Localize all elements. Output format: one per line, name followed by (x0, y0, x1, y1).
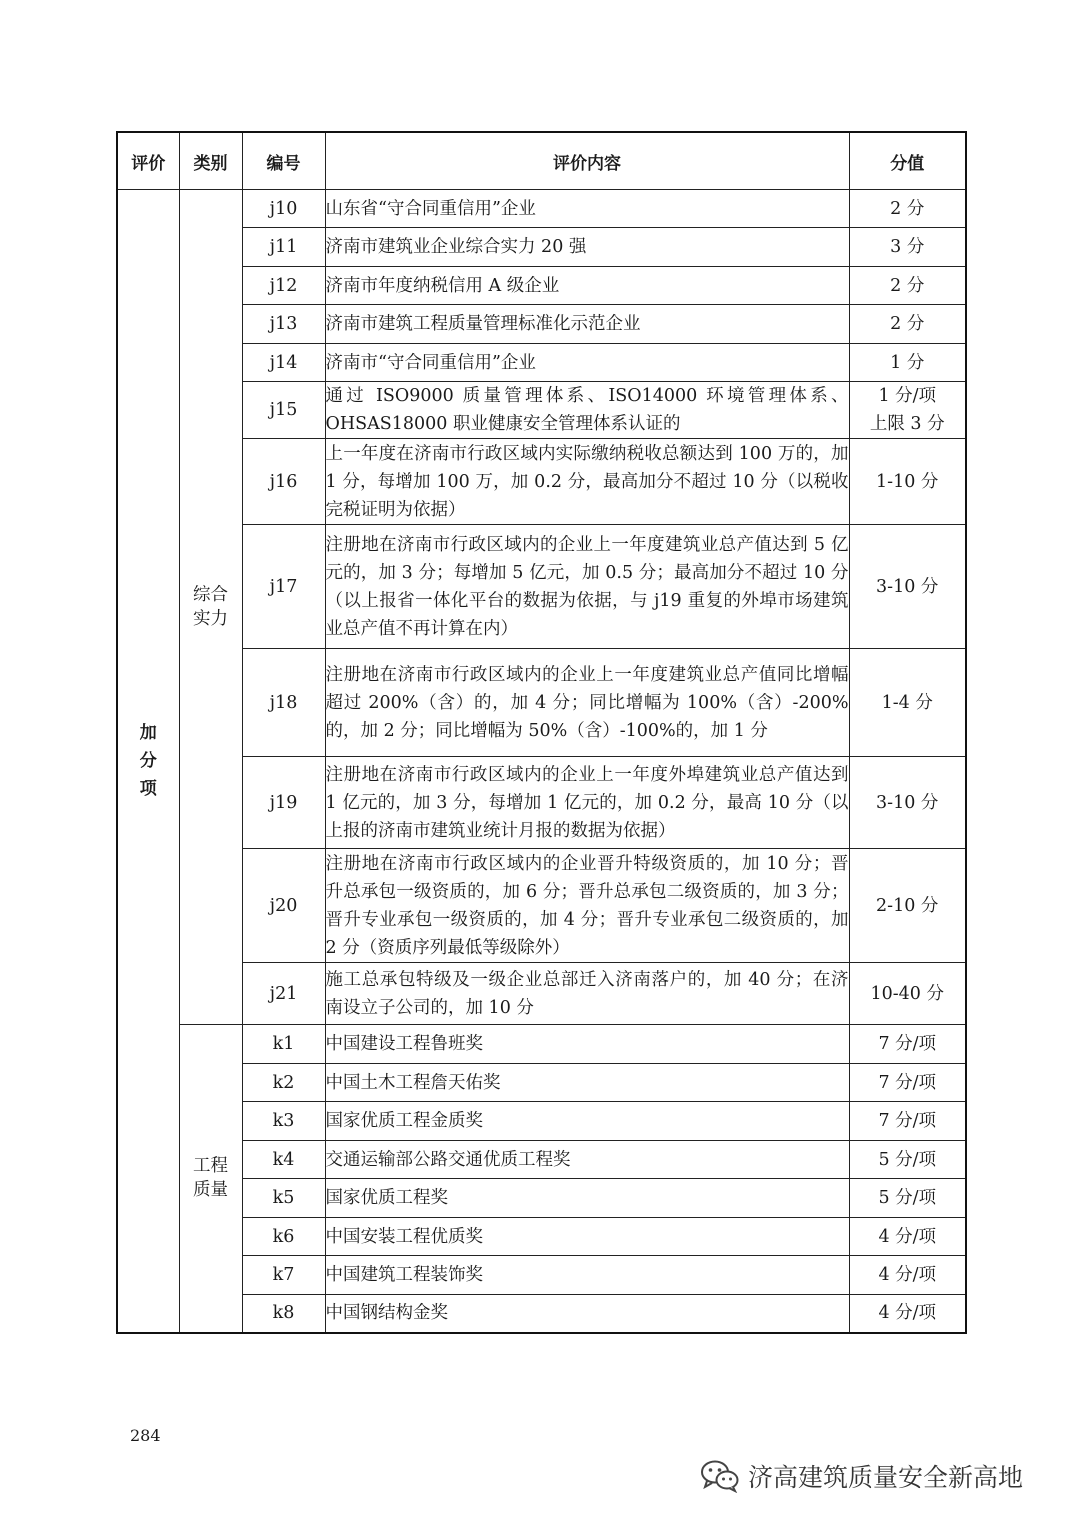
score-line: 7 分/项 (878, 1111, 937, 1131)
code-cell: j16 (242, 439, 325, 525)
code-cell: j20 (242, 849, 325, 963)
content-cell: 国家优质工程金质奖 (325, 1102, 849, 1141)
code-cell: j13 (242, 305, 325, 344)
content-cell: 国家优质工程奖 (325, 1179, 849, 1218)
code-cell: k6 (242, 1218, 325, 1256)
header-score: 分值 (849, 132, 966, 190)
eval-label-char: 分 (139, 750, 157, 771)
score-cell (849, 228, 966, 267)
score-line: 1-10 分 (876, 471, 939, 492)
score-line: 2 分 (890, 198, 925, 219)
code-cell: k4 (242, 1141, 325, 1179)
code-cell: k1 (242, 1025, 325, 1064)
watermark-text: 济高建筑质量安全新高地 (748, 1463, 1024, 1492)
header-category: 类别 (179, 132, 242, 190)
content-cell: 上一年度在济南市行政区域内实际缴纳税收总额达到 100 万的，加 1 分，每增加 100 万，加 0.2 分，最高加分不超过 10 分（以税收完税证明为依据） (325, 439, 849, 525)
score-line: 4 分/项 (878, 1303, 937, 1324)
category-label-line: 工程 (193, 1156, 228, 1177)
code-cell: j11 (242, 228, 325, 267)
table-row (117, 1218, 966, 1256)
score-cell (849, 649, 966, 757)
score-cell (849, 1064, 966, 1102)
score-cell (849, 1179, 966, 1218)
score-line: 2 分 (890, 314, 925, 334)
score-cell (849, 1256, 966, 1295)
eval-cell (117, 190, 179, 1333)
score-cell (849, 1295, 966, 1333)
code-cell: j15 (242, 382, 325, 439)
content-cell: 注册地在济南市行政区域内的企业上一年度建筑业总产值达到 5 亿元的，加 3 分；每增加 5 亿元，加 0.5 分；最高加分不超过 10 分（以上报省一体化平台的数据为依据，与 j19 重复的外埠市场建筑业总产值不再计算在内） (325, 525, 849, 649)
code-cell: j12 (242, 267, 325, 305)
score-cell (849, 382, 966, 439)
score-line: 3-10 分 (876, 792, 939, 813)
eval-label-char: 项 (139, 778, 157, 799)
table-row (117, 190, 966, 228)
table-row (117, 1256, 966, 1295)
score-line: 1 分 (890, 352, 925, 373)
table-row (117, 649, 966, 757)
score-cell (849, 525, 966, 649)
score-cell (849, 305, 966, 344)
table-row (117, 963, 966, 1025)
table-row (117, 757, 966, 849)
content-cell: 通过 ISO9000 质量管理体系、ISO14000 环境管理体系、OHSAS18000 职业健康安全管理体系认证的 (325, 382, 849, 439)
score-cell (849, 1102, 966, 1141)
content-cell: 交通运输部公路交通优质工程奖 (325, 1141, 849, 1179)
table-row (117, 849, 966, 963)
header-eval: 评价 (117, 132, 179, 190)
eval-label-char: 加 (139, 722, 157, 743)
table-row (117, 305, 966, 344)
category-cell (179, 1025, 242, 1333)
code-cell: k8 (242, 1295, 325, 1333)
score-cell (849, 963, 966, 1025)
table-row (117, 1064, 966, 1102)
header-code: 编号 (242, 132, 325, 190)
score-line: 4 分/项 (878, 1265, 937, 1285)
score-line: 上限 3 分 (869, 414, 945, 434)
watermark (700, 1458, 1023, 1494)
table-row (117, 344, 966, 382)
table-row (117, 1102, 966, 1141)
category-label-line: 质量 (193, 1180, 228, 1201)
page-number: 284 (130, 1426, 161, 1445)
table-row (117, 267, 966, 305)
score-line: 10-40 分 (870, 983, 944, 1004)
table-row (117, 1295, 966, 1333)
code-cell: j17 (242, 525, 325, 649)
score-cell (849, 849, 966, 963)
score-line: 2-10 分 (876, 895, 939, 916)
score-line: 7 分/项 (878, 1034, 937, 1054)
wechat-icon (700, 1459, 740, 1493)
table-row (117, 1025, 966, 1064)
score-line: 4 分/项 (878, 1226, 937, 1247)
code-cell: j19 (242, 757, 325, 849)
score-cell (849, 1141, 966, 1179)
content-cell: 中国安装工程优质奖 (325, 1218, 849, 1256)
table-row (117, 525, 966, 649)
score-cell (849, 1218, 966, 1256)
score-line: 3 分 (890, 237, 925, 257)
code-cell: k5 (242, 1179, 325, 1218)
content-cell: 山东省“守合同重信用”企业 (325, 190, 849, 228)
code-cell: k3 (242, 1102, 325, 1141)
content-cell: 济南市建筑业企业综合实力 20 强 (325, 228, 849, 267)
category-label-line: 实力 (193, 609, 228, 629)
score-line: 2 分 (890, 275, 925, 296)
score-cell (849, 1025, 966, 1064)
score-cell (849, 344, 966, 382)
content-cell: 济南市建筑工程质量管理标准化示范企业 (325, 305, 849, 344)
code-cell: k2 (242, 1064, 325, 1102)
content-cell: 济南市“守合同重信用”企业 (325, 344, 849, 382)
content-cell: 注册地在济南市行政区域内的企业上一年度外埠建筑业总产值达到 1 亿元的，加 3 分，每增加 1 亿元的，加 0.2 分，最高 10 分（以上报的济南市建筑业统计月报的数据为依据） (325, 757, 849, 849)
score-line: 5 分/项 (878, 1188, 937, 1208)
table-row (117, 1179, 966, 1218)
content-cell: 中国钢结构金奖 (325, 1295, 849, 1333)
category-cell (179, 190, 242, 1025)
content-cell: 中国建设工程鲁班奖 (325, 1025, 849, 1064)
content-cell: 中国土木工程詹天佑奖 (325, 1064, 849, 1102)
content-cell: 注册地在济南市行政区域内的企业上一年度建筑业总产值同比增幅超过 200%（含）的，加 4 分；同比增幅为 100%（含）-200%的，加 2 分；同比增幅为 50%（含）-100%的，加 1 分 (325, 649, 849, 757)
category-label-line: 综合 (193, 585, 228, 605)
table-row (117, 439, 966, 525)
table-row (117, 228, 966, 267)
content-cell: 施工总承包特级及一级企业总部迁入济南落户的，加 40 分；在济南设立子公司的，加 10 分 (325, 963, 849, 1025)
content-cell: 中国建筑工程装饰奖 (325, 1256, 849, 1295)
scoring-table (116, 131, 967, 1334)
code-cell: j18 (242, 649, 325, 757)
table-row (117, 382, 966, 439)
score-cell (849, 190, 966, 228)
table-row (117, 1141, 966, 1179)
content-cell: 注册地在济南市行政区域内的企业晋升特级资质的，加 10 分；晋升总承包一级资质的，加 6 分；晋升总承包二级资质的，加 3 分；晋升专业承包一级资质的，加 4 分；晋升专业承包二级资质的，加 2 分（资质序列最低等级除外） (325, 849, 849, 963)
score-cell (849, 267, 966, 305)
code-cell: k7 (242, 1256, 325, 1295)
code-cell: j10 (242, 190, 325, 228)
table-header-row (117, 132, 966, 190)
table-body (117, 190, 966, 1333)
score-cell (849, 439, 966, 525)
score-line: 1-4 分 (881, 692, 933, 713)
code-cell: j21 (242, 963, 325, 1025)
header-content: 评价内容 (325, 132, 849, 190)
score-line: 7 分/项 (878, 1072, 937, 1093)
score-cell (849, 757, 966, 849)
score-line: 1 分/项 (878, 386, 937, 406)
code-cell: j14 (242, 344, 325, 382)
score-line: 5 分/项 (878, 1149, 937, 1170)
content-cell: 济南市年度纳税信用 A 级企业 (325, 267, 849, 305)
score-line: 3-10 分 (876, 576, 939, 597)
